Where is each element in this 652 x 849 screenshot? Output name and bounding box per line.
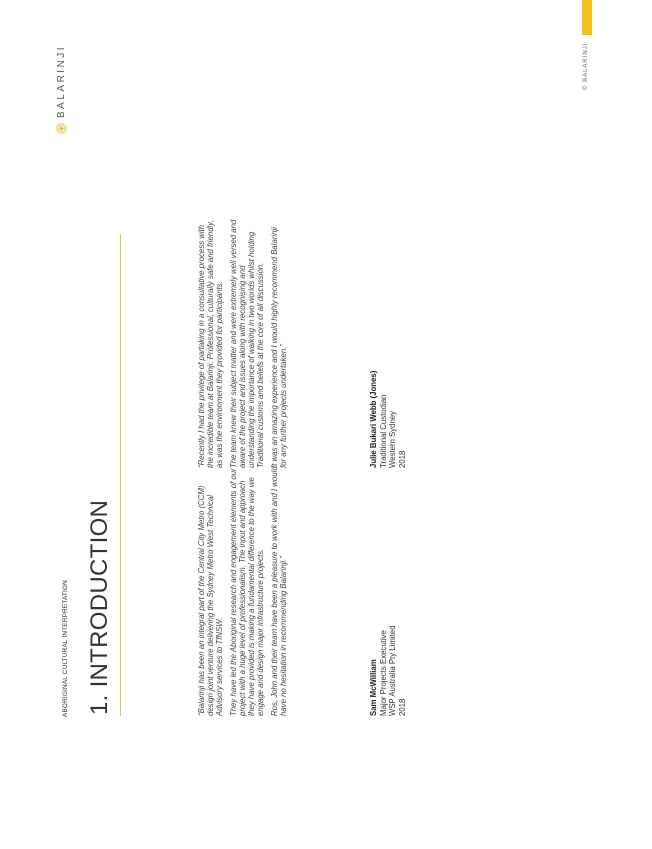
copyright-notice: © BALARINJI <box>583 42 589 90</box>
quote-paragraph: It was an amazing experience and I would highly recommend Balarinji for any further projects undertaken.” <box>270 227 288 468</box>
accent-tab <box>582 0 592 35</box>
section-label: ABORIGINAL CULTURAL INTERPRETATION <box>62 580 69 717</box>
author-name: Sam McWilliam <box>369 659 378 716</box>
quote-paragraph: Ros, John and their team have been a pleasure to work with and I would have no hesitation in recommending Balarinji.” <box>270 466 288 716</box>
quote-paragraph: “Balarinji has been an integral part of the Central City Metro (CCM) design joint venture delivering the Sydney Metro West Technical Advisory services to TfNSW. <box>197 485 224 716</box>
author-organisation: Western Sydney <box>388 410 398 468</box>
page-title: 1. INTRODUCTION <box>86 499 113 715</box>
quote-paragraph: “Recently I had the privilege of partaking in a consultative process with the incredible team at Balarinji. Professional, culturally safe and friendly, as was the environment they provided for participants. <box>197 220 224 468</box>
testimonial-quote-left <box>197 466 293 716</box>
testimonial-signature-left <box>369 626 407 716</box>
author-name: Julie Bukari Webb (Jones) <box>369 370 378 468</box>
author-role: Major Projects Executive <box>378 630 388 716</box>
quote-paragraph: The team knew their subject matter and were extremely well versed and aware of the project and issues along with recognising and understanding the importance of walking in two worlds whilst holding Traditional customs and beliefs at the core of all discussion. <box>229 219 265 468</box>
title-divider <box>120 234 121 716</box>
testimonial-quote-right <box>197 218 293 468</box>
testimonial-year: 2018 <box>397 698 407 716</box>
testimonial-year: 2018 <box>397 450 407 468</box>
logo-wordmark: BALARINJI <box>56 44 67 118</box>
balarinji-logo <box>56 45 67 134</box>
author-role: Traditional Custodian <box>378 394 388 468</box>
quote-paragraph: They have led the Aboriginal research and engagement elements of our project with a huge level of professionalism. The input and approach they have provided is making a fundamental difference to the way we engage and design major infrastructure projects. <box>229 468 265 716</box>
balarinji-logo-icon <box>56 123 67 134</box>
author-organisation: WSP Australia Pty Limited <box>388 625 398 716</box>
testimonial-signature-right <box>369 371 407 468</box>
